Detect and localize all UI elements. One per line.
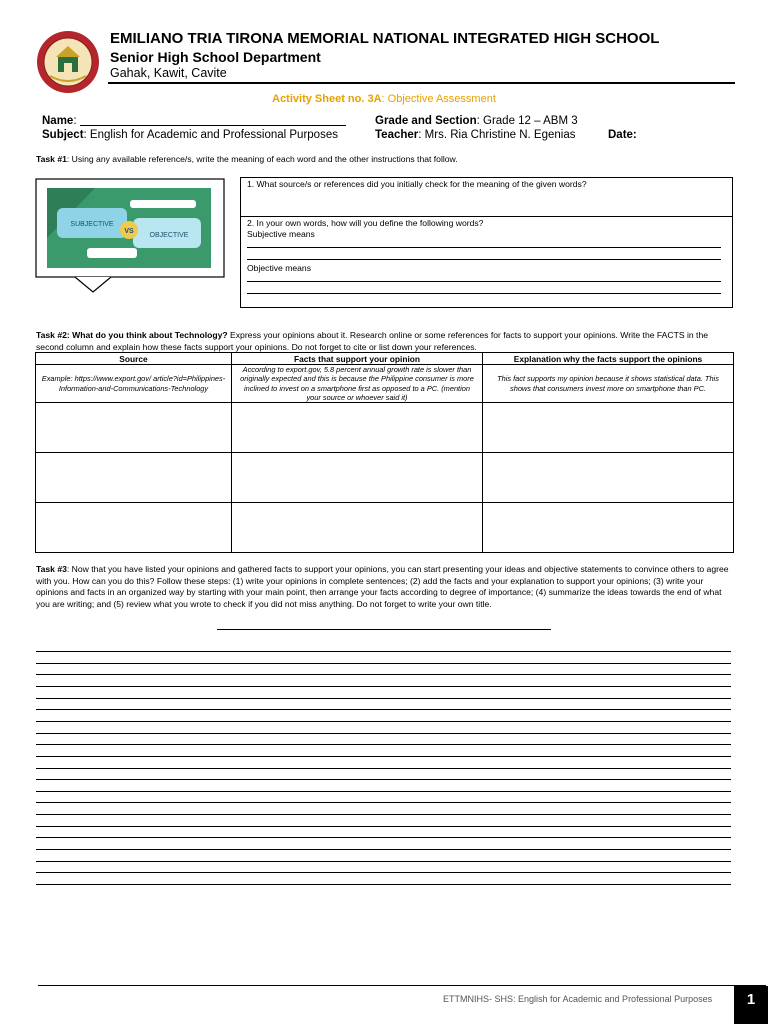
facts-cell[interactable] <box>232 403 483 453</box>
school-address: Gahak, Kawit, Cavite <box>110 66 227 80</box>
essay-writing-line[interactable] <box>36 861 731 862</box>
task1-q1: 1. What source/s or references did you initially check for the meaning of the given words? <box>247 179 587 189</box>
essay-writing-line[interactable] <box>36 791 731 792</box>
footer-text: ETTMNIHS- SHS: English for Academic and Professional Purposes <box>443 994 713 1004</box>
explanation-header: Explanation why the facts support the opinions <box>483 353 734 365</box>
header-divider <box>108 82 735 84</box>
image-vs-text: VS <box>124 228 134 235</box>
page-number: 1 <box>734 986 768 1024</box>
task3-label: Task #3 <box>36 564 67 574</box>
essay-writing-line[interactable] <box>36 756 731 757</box>
source-cell[interactable] <box>36 403 232 453</box>
source-cell[interactable] <box>36 503 232 553</box>
footer-divider <box>38 985 766 986</box>
activity-label: Activity Sheet no. 3A <box>272 93 382 105</box>
subject-row <box>42 129 338 141</box>
essay-writing-line[interactable] <box>36 872 731 873</box>
objective-answer-line-1[interactable] <box>247 281 721 282</box>
task2-question: : What do you think about Technology? <box>66 330 228 340</box>
activity-subtitle: : Objective Assessment <box>381 93 496 105</box>
essay-writing-line[interactable] <box>36 837 731 838</box>
example-source: Example: https://www.export.gov/ article?id=Philippines- Information-and-Communications-Technology <box>36 365 232 403</box>
task1-q-divider <box>241 216 732 217</box>
essay-writing-line[interactable] <box>36 733 731 734</box>
example-facts: According to export.gov, 5.8 percent annual growth rate is slower than originally expected and this is because the Philippine consumer is more inclined to invest on a smartphone first as opposed to a PC. (mention your source or whoever said it) <box>232 365 483 403</box>
essay-writing-line[interactable] <box>36 709 731 710</box>
table-header-row <box>36 353 734 365</box>
task2-text: Express your opinions about it. Research online or some references for facts to support your opinions. Write the FACTS in the second column and explain how these facts support your opinions. Do not forget to cite or list down your references. <box>36 330 708 352</box>
essay-writing-line[interactable] <box>36 779 731 780</box>
facts-header: Facts that support your opinion <box>232 353 483 365</box>
subjective-answer-line-2[interactable] <box>247 259 721 260</box>
subjective-answer-line-1[interactable] <box>247 247 721 248</box>
task2-table <box>35 352 734 553</box>
image-objective-text: OBJECTIVE <box>149 232 189 239</box>
task3-text: : Now that you have listed your opinions and gathered facts to support your opinions, you can start presenting your ideas and objective statements to convince others to agree with you. How can you do this? Follow these steps: (1) write your opinions in complete sentences; (2) add the facts and your explanation to support your opinions; (3) write your opinions and facts in an organized way by starting with your main point, then arrange your facts according to degree of importance; (4) summarize the ideas towards the end of what you are writing; and (5) review what you wrote to check if you did not miss anything. Do not forget to write your own title. <box>36 564 729 609</box>
explanation-cell[interactable] <box>483 453 734 503</box>
objective-means-label: Objective means <box>247 263 312 273</box>
subjective-means-label: Subjective means <box>247 229 315 239</box>
facts-cell[interactable] <box>232 503 483 553</box>
essay-writing-line[interactable] <box>36 768 731 769</box>
facts-cell[interactable] <box>232 453 483 503</box>
teacher-row <box>375 129 575 141</box>
task1-question-box <box>240 177 733 308</box>
objective-answer-line-2[interactable] <box>247 293 721 294</box>
essay-writing-line[interactable] <box>36 674 731 675</box>
teacher-value: : Mrs. Ria Christine N. Egenias <box>418 129 576 141</box>
name-row: Name: <box>42 115 346 127</box>
explanation-cell[interactable] <box>483 503 734 553</box>
task3-instructions <box>36 564 733 610</box>
task2-label: Task #2 <box>36 330 67 340</box>
essay-writing-line[interactable] <box>36 802 731 803</box>
essay-writing-line[interactable] <box>36 651 731 652</box>
teacher-label: Teacher <box>375 129 419 141</box>
grade-row <box>375 115 578 127</box>
explanation-cell[interactable] <box>483 403 734 453</box>
subjective-vs-objective-image <box>35 178 225 294</box>
essay-writing-line[interactable] <box>36 663 731 664</box>
essay-writing-line[interactable] <box>36 744 731 745</box>
essay-writing-line[interactable] <box>36 884 731 885</box>
table-example-row <box>36 365 734 403</box>
task2-instructions <box>36 330 733 353</box>
table-row <box>36 503 734 553</box>
date-label: Date: <box>608 129 637 141</box>
grade-label: Grade and Section <box>375 115 477 127</box>
name-blank[interactable] <box>80 125 346 126</box>
school-name: EMILIANO TRIA TIRONA MEMORIAL NATIONAL INTEGRATED HIGH SCHOOL <box>110 30 660 47</box>
essay-writing-line[interactable] <box>36 686 731 687</box>
table-row <box>36 403 734 453</box>
task1-text: : Using any available reference/s, write the meaning of each word and the other instructions that follow. <box>66 154 458 164</box>
department-name: Senior High School Department <box>110 49 321 65</box>
essay-writing-line[interactable] <box>36 849 731 850</box>
example-explanation: This fact supports my opinion because it shows statistical data. This shows that consumers invest more on smartphone than PC. <box>483 365 734 403</box>
essay-title-line[interactable] <box>217 629 551 630</box>
table-row <box>36 453 734 503</box>
task1-label: Task #1 <box>36 154 67 164</box>
source-cell[interactable] <box>36 453 232 503</box>
task1-q2: 2. In your own words, how will you define the following words? <box>247 218 484 228</box>
image-subjective-text: SUBJECTIVE <box>70 221 114 228</box>
essay-writing-line[interactable] <box>36 698 731 699</box>
essay-writing-line[interactable] <box>36 721 731 722</box>
essay-writing-line[interactable] <box>36 814 731 815</box>
subject-label: Subject <box>42 129 84 141</box>
name-label: Name <box>42 115 74 127</box>
source-header: Source <box>36 353 232 365</box>
task1-instructions <box>36 154 736 166</box>
school-seal-logo <box>36 30 100 94</box>
essay-writing-line[interactable] <box>36 826 731 827</box>
grade-value: : Grade 12 – ABM 3 <box>476 115 578 127</box>
activity-title <box>0 93 768 105</box>
subject-value: : English for Academic and Professional Purposes <box>83 129 338 141</box>
